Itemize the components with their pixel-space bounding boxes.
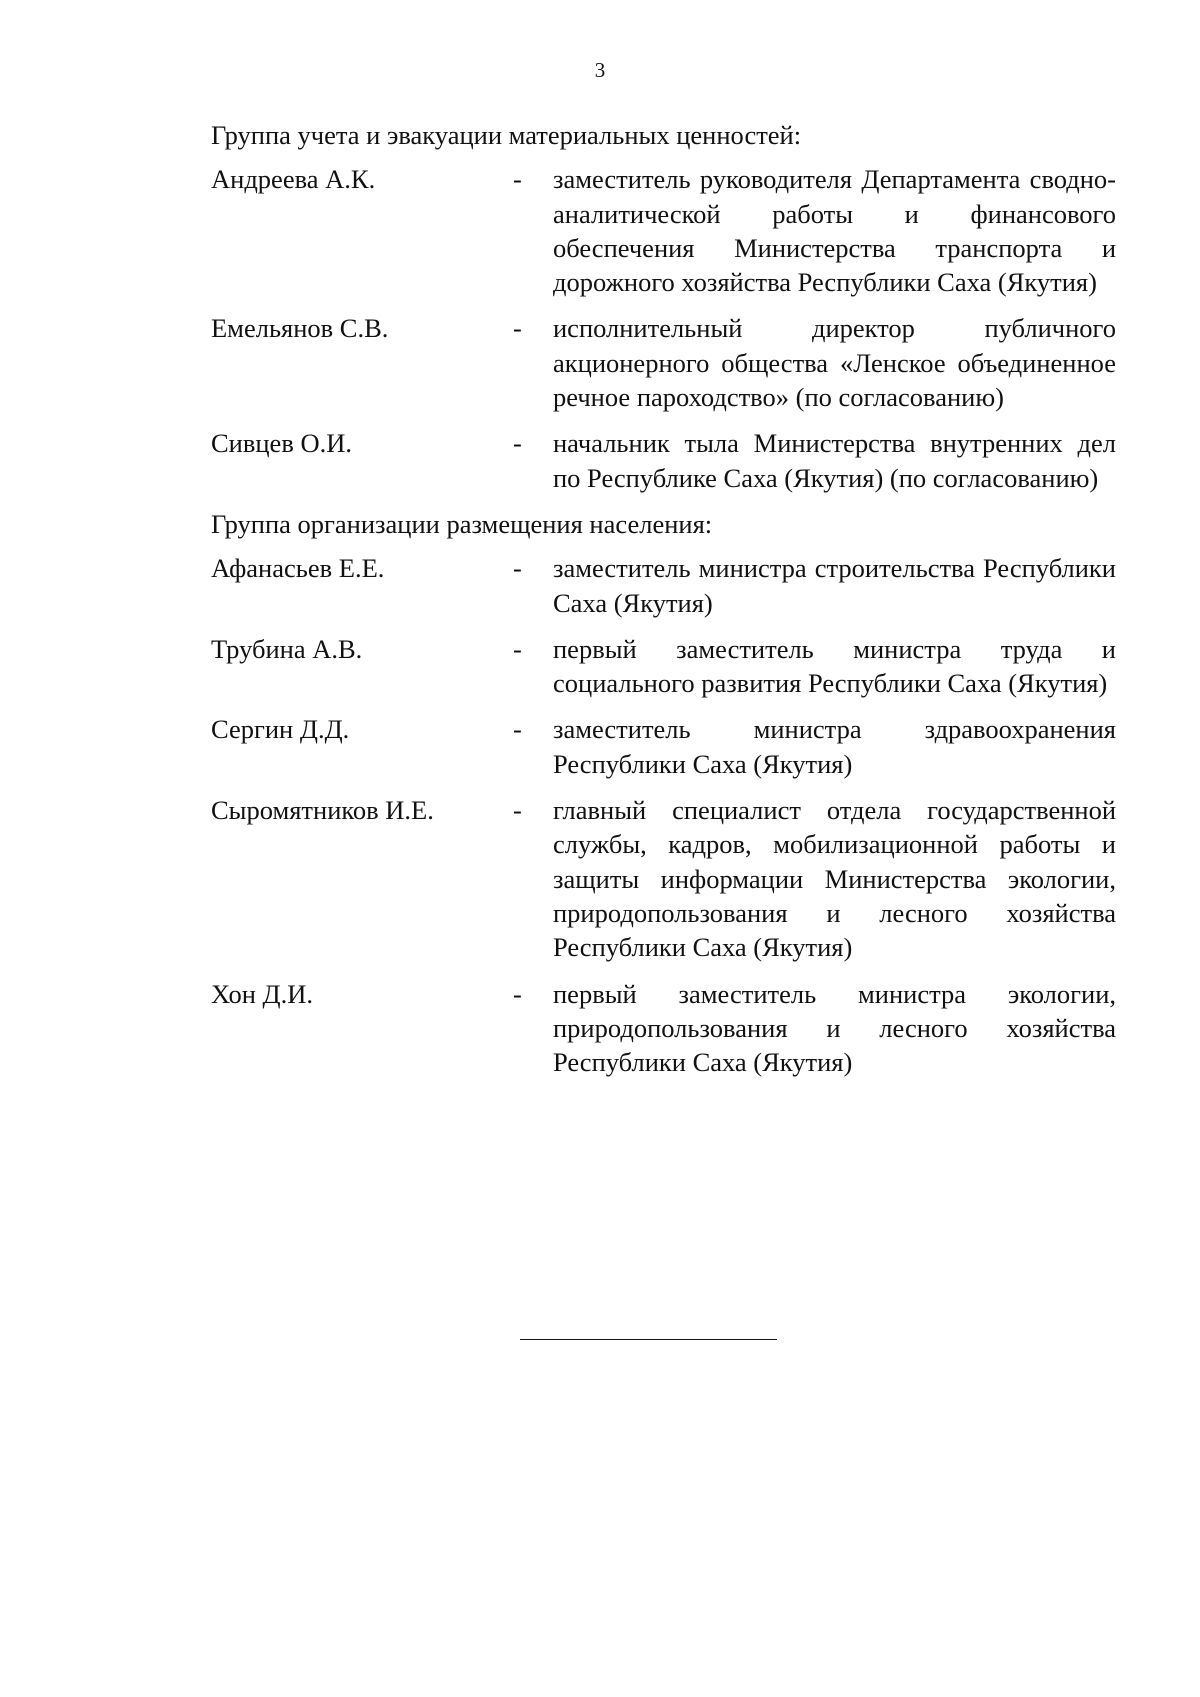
group-heading: Группа учета и эвакуации материальных ценностей: <box>211 120 802 150</box>
member-dash: - <box>513 164 522 195</box>
member-dash: - <box>513 553 522 584</box>
member-row <box>211 162 1116 299</box>
member-name: Сергин Д.Д. <box>211 714 350 745</box>
member-row <box>211 426 1116 495</box>
page-number: 3 <box>594 58 606 82</box>
member-description: главный специалист отдела государственной службы, кадров, мобилизационной работы и защиты информации Министерства экологии, природопользования и лесного хозяйства Республики Саха (Якутия) <box>553 795 1116 963</box>
members-list <box>211 162 1116 495</box>
member-name: Афанасьев Е.Е. <box>211 553 385 584</box>
member-row <box>211 632 1116 701</box>
member-row <box>211 977 1116 1080</box>
member-row <box>211 311 1116 414</box>
member-dash: - <box>513 978 522 1009</box>
member-name: Сивцев О.И. <box>211 428 352 459</box>
member-dash: - <box>513 714 522 745</box>
member-dash: - <box>513 633 522 664</box>
member-row <box>211 551 1116 620</box>
member-dash: - <box>513 428 522 459</box>
member-description: заместитель министра строительства Республики Саха (Якутия) <box>553 553 1116 618</box>
document-body <box>211 118 1116 1091</box>
group-heading: Группа организации размещения населения: <box>211 508 713 539</box>
member-dash: - <box>513 313 522 344</box>
end-of-document-rule <box>520 1339 777 1340</box>
member-description: первый заместитель министра труда и социального развития Республики Саха (Якутия) <box>553 633 1116 699</box>
member-name: Хон Д.И. <box>211 978 313 1009</box>
member-description: первый заместитель министра экологии, природопользования и лесного хозяйства Республики Саха (Якутия) <box>553 978 1116 1078</box>
member-description: исполнительный директор публичного акционерного общества «Ленское объединенное речное пароходство» (по согласованию) <box>553 313 1116 413</box>
members-list <box>211 551 1116 1079</box>
member-row <box>211 712 1116 781</box>
member-name: Трубина А.В. <box>211 633 363 664</box>
group-population-accommodation <box>211 507 1116 1079</box>
member-name: Андреева А.К. <box>211 164 376 195</box>
member-row <box>211 793 1116 964</box>
member-description: заместитель руководителя Департамента сводно-аналитической работы и финансового обеспечения Министерства транспорта и дорожного хозяйства Республики Саха (Якутия) <box>553 164 1116 298</box>
group-material-evacuation <box>211 118 1116 495</box>
member-dash: - <box>513 795 522 826</box>
member-description: начальник тыла Министерства внутренних дел по Республике Саха (Якутия) (по согласованию) <box>553 428 1116 493</box>
member-name: Емельянов С.В. <box>211 313 389 344</box>
member-name: Сыромятников И.Е. <box>211 795 434 826</box>
member-description: заместитель министра здравоохранения Республики Саха (Якутия) <box>553 714 1116 779</box>
